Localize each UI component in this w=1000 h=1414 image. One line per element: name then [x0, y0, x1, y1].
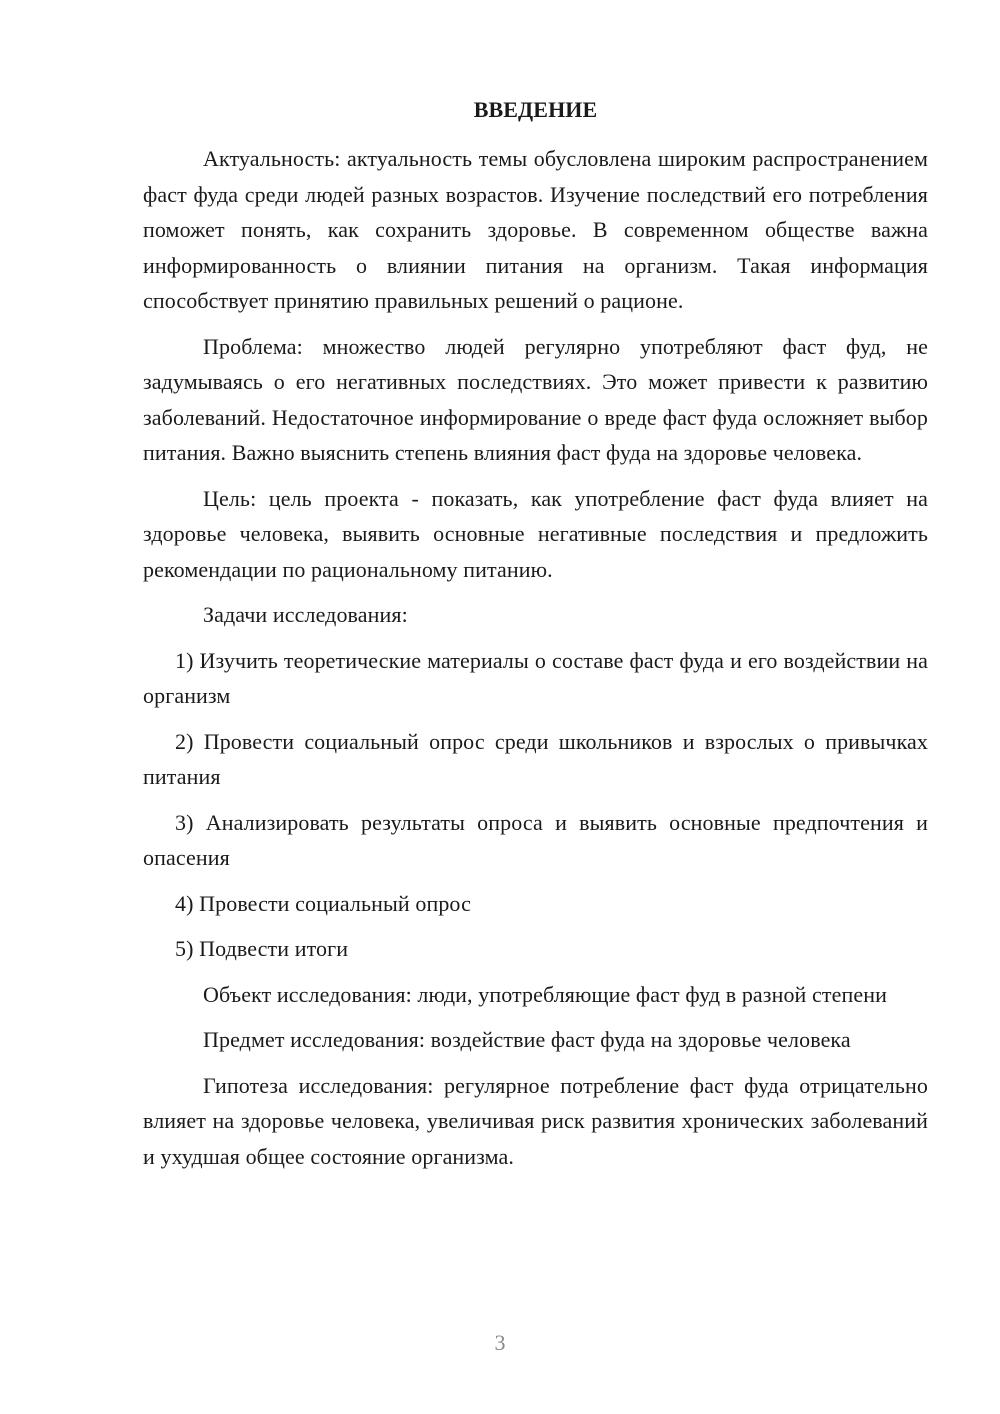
paragraph-goal: Цель: цель проекта - показать, как употребление фаст фуда влияет на здоровье человека, выявить основные негативные последствия и предложить рекомендации по рациональному питанию.: [143, 485, 928, 582]
paragraph-object: Объект исследования: люди, употребляющие фаст фуд в разной степени: [203, 981, 887, 1007]
task-item-2: 2) Провести социальный опрос среди школьников и взрослых о привычках питания: [143, 728, 928, 789]
paragraph-problem: Проблема: множество людей регулярно употребляют фаст фуд, не задумываясь о его негативных последствиях. Это может привести к развитию заболеваний. Недостаточное информирование о вреде фаст фуда осложняет выбор питания. Важно выяснить степень влияния фаст фуда на здоровье человека.: [143, 333, 928, 465]
task-item-4: 4) Провести социальный опрос: [175, 890, 471, 916]
paragraph-hypothesis: Гипотеза исследования: регулярное потребление фаст фуда отрицательно влияет на здоровье человека, увеличивая риск развития хронических заболеваний и ухудшая общее состояние организма.: [143, 1072, 928, 1169]
tasks-heading: Задачи исследования:: [203, 602, 408, 627]
task-item-5: 5) Подвести итоги: [175, 936, 349, 961]
task-item-1: 1) Изучить теоретические материалы о составе фаст фуда и его воздействии на организм: [143, 647, 928, 708]
section-title: ВВЕДЕНИЕ: [473, 97, 598, 122]
paragraph-subject: Предмет исследования: воздействие фаст фуда на здоровье человека: [203, 1027, 851, 1052]
paragraph-relevance: Актуальность: актуальность темы обусловлена широким распространением фаст фуда среди людей разных возрастов. Изучение последствий его потребления поможет понять, как сохранить здоровье. В современном обществе важна информированность о влиянии питания на организм. Такая информация способствует принятию правильных решений о рационе.: [143, 146, 928, 313]
task-item-3: 3) Анализировать результаты опроса и выявить основные предпочтения и опасения: [143, 809, 928, 870]
page-number: 3: [494, 1330, 506, 1355]
document-page: [143, 92, 928, 1184]
